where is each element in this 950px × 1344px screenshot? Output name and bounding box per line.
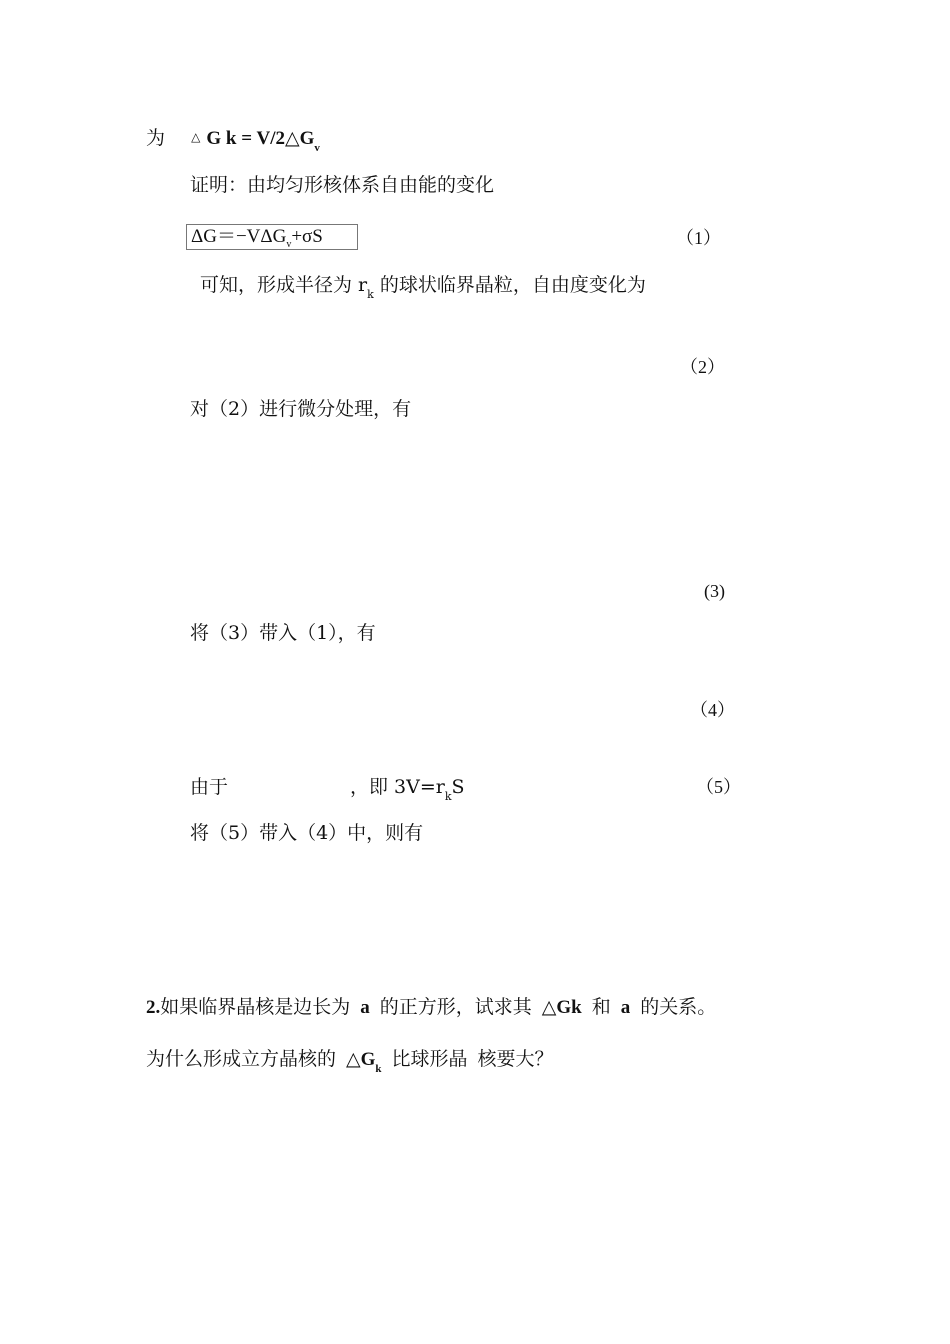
equation-1 xyxy=(186,224,358,250)
q2-var-a2: a xyxy=(620,997,631,1018)
q2b-text-c: 核要大？ xyxy=(477,1048,554,1070)
known-line xyxy=(200,272,646,301)
q2-text-b: 的正方形，试求其 xyxy=(379,996,532,1018)
question-2-line-1 xyxy=(146,994,716,1021)
q2b-var-gk: △G xyxy=(346,1049,376,1070)
eq1-number: （1） xyxy=(676,228,721,248)
q2-var-a: a xyxy=(360,997,370,1018)
eq4-number: （4） xyxy=(690,700,735,720)
q2b-text-a: 为什么形成立方晶核的 xyxy=(146,1048,337,1070)
prefix-text: 为 xyxy=(146,127,166,149)
eq1-rhs: +σS xyxy=(291,226,323,247)
q2b-text-b: 比球形晶 xyxy=(391,1048,468,1070)
formula-text: G k = V/2△G xyxy=(206,128,315,149)
proof-intro: 证明：由均匀形核体系自由能的变化 xyxy=(190,174,495,196)
known-subscript: k xyxy=(367,288,374,301)
diff-line: 对（2）进行微分处理，有 xyxy=(190,398,412,420)
known-text-a: 可知，形成半径为 r xyxy=(200,274,368,296)
since-text-a: 由于 xyxy=(190,776,229,798)
delta-symbol: △ xyxy=(191,130,201,144)
since-text-b: ，即 3V=r xyxy=(350,776,445,798)
substitute-line-2: 将（5）带入（4）中，则有 xyxy=(190,822,424,844)
q2-text-a: 如果临界晶核是边长为 xyxy=(160,996,351,1018)
formula-subscript: v xyxy=(314,142,320,154)
eq1-subscript: v xyxy=(286,239,292,250)
q2-text-d: 的关系。 xyxy=(640,996,717,1018)
q2-var-gk: △Gk xyxy=(541,997,582,1018)
formula-line xyxy=(146,125,320,154)
question-2-line-2 xyxy=(146,1046,554,1075)
eq3-number: (3) xyxy=(704,581,725,601)
eq5-number: （5） xyxy=(696,777,741,797)
substitute-line-1: 将（3）带入（1），有 xyxy=(190,622,376,644)
q2-text-c: 和 xyxy=(591,996,611,1018)
known-text-b: 的球状临界晶粒，自由度变化为 xyxy=(379,274,646,296)
since-line xyxy=(190,774,465,803)
eq1-lhs: ΔG＝−VΔG xyxy=(191,226,287,247)
since-text-c: S xyxy=(451,776,465,798)
q2b-subscript: k xyxy=(375,1063,382,1075)
question-number: 2. xyxy=(146,997,161,1018)
eq2-number: （2） xyxy=(680,357,725,377)
since-subscript: k xyxy=(444,790,452,803)
